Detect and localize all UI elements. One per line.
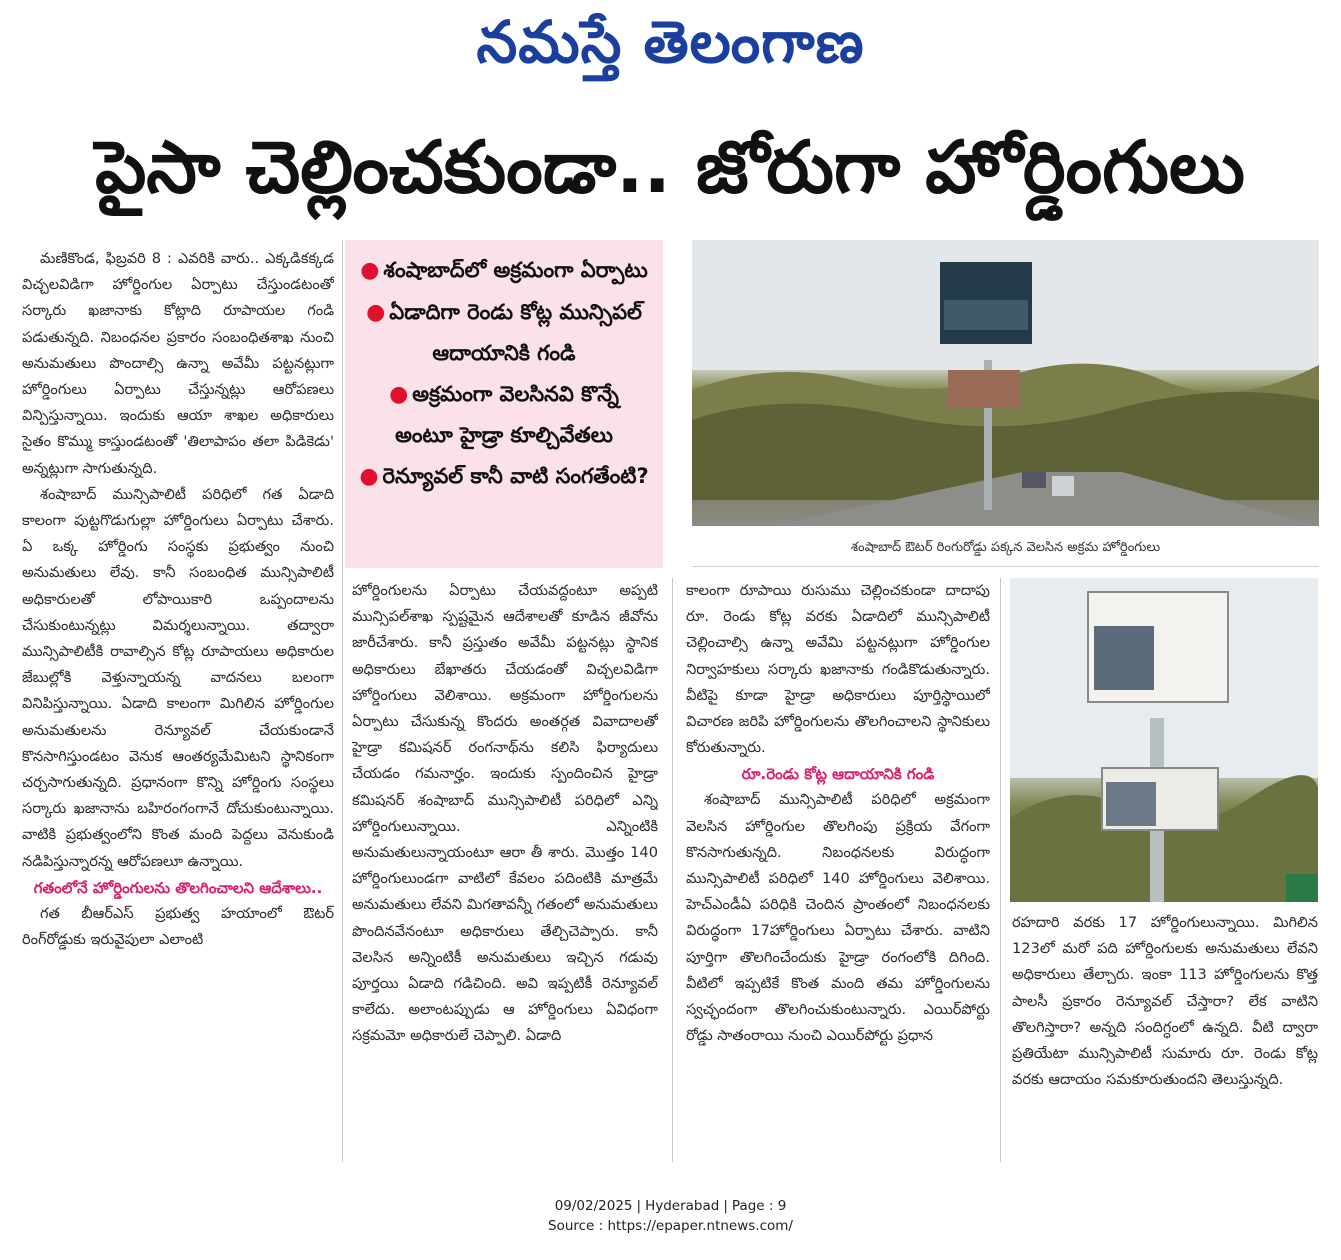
photo-caption: శంషాబాద్ ఔటర్ రింగురోడ్డు పక్కన వెలసిన అక్రమ హోర్డింగులు (692, 530, 1319, 567)
billboard-photo-road (692, 240, 1319, 526)
paragraph: మణికొండ, ఫిబ్రవరి 8 : ఎవరికి వారు.. ఎక్కడికక్కడ విచ్చలవిడిగా హోర్డింగుల ఏర్పాటు చేస్తుండటంతో సర్కారు ఖజానాకు కోట్లాది రూపాయల గండి పడుతున్నది. నిబంధనల ప్రకారం సంబంధితశాఖ నుంచి అనుమతులు పొందాల్సి ఉన్నా అవేమీ పట్టనట్లుగా హోర్డింగులు ఏర్పాటు చేస్తున్నట్లు ఆరోపణలు విన్పిస్తున్నాయి. ఇందుకు ఆయా శాఖల అధికారులు సైతం కొమ్ము కాస్తుండటంతో 'తిలాపాపం తలా పిడికెడు' అన్నట్లుగా సాగుతున్నది. (22, 250, 334, 477)
subheading: గతంలోనే హోర్డింగులను తొలగించాలని ఆదేశాలు.. (33, 878, 323, 897)
bullet-icon: ● (366, 299, 386, 325)
highlight-item: ● శంషాబాద్‌లో అక్రమంగా ఏర్పాటు (360, 258, 648, 283)
bullet-icon: ● (389, 381, 409, 407)
paragraph: రహదారి వరకు 17 హోర్డింగులున్నాయి. మిగిలిన 123లో మరో పది హోర్డింగులకు అనుమతులు లేవని అధికారులు తేల్చారు. ఇంకా 113 హోర్డింగులను కొత్త పాలసీ ప్రకారం రెన్యూవల్ చేస్తారా? లేక వాటిని తొలగిస్తారా? అన్నది సందిగ్ధంలో ఉన్నది. వీటి ద్వారా ప్రతియేటా మున్సిపాలిటీ సుమారు రూ. రెండు కోట్ల వరకు ఆదాయం సమకూరుతుందని తెలుస్తున్నది. (1012, 914, 1318, 1089)
bullet-icon: ● (359, 463, 379, 489)
footer-meta: 09/02/2025 | Hyderabad | Page : 9 (554, 1198, 787, 1214)
highlight-item: ● రెన్యూవల్ కానీ వాటి సంగతేంటి? (359, 463, 649, 489)
article-column-1 (22, 246, 334, 1162)
column-divider (1000, 578, 1001, 1162)
bullet-icon: ● (360, 258, 380, 283)
article-headline: పైసా చెల్లించకుండా.. జోరుగా హోర్డింగులు (95, 125, 1245, 209)
paragraph: గత బీఆర్ఎస్ ప్రభుత్వ హయాంలో ఔటర్ రింగ్‌రోడ్డుకు ఇరువైపులా ఎలాంటి (22, 904, 334, 949)
footer-source: Source : https://epaper.ntnews.com/ (548, 1218, 793, 1234)
paragraph: శంషాబాద్ మున్సిపాలిటీ పరిధిలో గత ఏడాది కాలంగా పుట్టగొడుగుల్లా హోర్డింగులు ఏర్పాటు చేశారు. ఏ ఒక్క హోర్డింగు సంస్థకు ప్రభుత్వం నుంచి అనుమతులు లేవు. కానీ సంబంధిత మున్సిపాలిటీ అధికారులతో లోపాయికారి ఒప్పందాలను చేసుకుంటున్నట్లు విమర్శలున్నాయి. తద్వారా మున్సిపాలిటీకి రావాల్సిన కోట్ల రూపాయలు అధికారుల జేబుల్లోకి వెళ్తున్నాయన్న వాదనలు బలంగా వినిపిస్తున్నాయి. ఏడాది కాలంగా మిగిలిన హోర్డింగుల అనుమతులను రెన్యూవల్ చేయకుండానే కొనసాగిస్తుండటం వెనుక ఆంతర్యమేమిటని స్థానికంగా చర్చసాగుతున్నది. ప్రధానంగా కొన్ని హోర్డింగు సంస్థలు సర్కారు ఖజానాను బహిరంగంగానే దోచుకుంటున్నాయి. వాటికి ప్రభుత్వంలోని కొంత మంది పెద్దలు వెనుకుండి నడిపిస్తున్నారన్న ఆరోపణలూ ఉన్నాయి. (22, 485, 334, 870)
photo-illustration (1010, 578, 1318, 902)
billboard-photo-tower (1010, 578, 1318, 902)
subheading: రూ.రెండు కోట్ల ఆదాయానికి గండి (741, 765, 935, 784)
footer-date: 09/02/2025 (554, 1198, 633, 1214)
footer-page: Page : 9 (731, 1198, 787, 1214)
highlight-item: ● అక్రమంగా వెలసినవి కొన్నే అంటూ హైడ్రా కూల్చివేతలు (389, 381, 619, 448)
page-footer (0, 1196, 1341, 1246)
paragraph: కాలంగా రూపాయి రుసుము చెల్లించకుండా దాదాపు రూ. రెండు కోట్ల వరకు ఏడాదిలో మున్సిపాలిటీ చెల్లించాల్సి ఉన్నా అవేమి పట్టనట్లుగా హోర్డింగుల నిర్వాహకులు సర్కారు ఖజానాకు గండికొడుతున్నారు. వీటిపై కూడా హైడ్రా అధికారులు పూర్తిస్థాయిలో విచారణ జరిపి హోర్డింగులను తొలగించాలని స్థానికులు కోరుతున్నారు. (686, 582, 990, 757)
column-divider (342, 240, 343, 1162)
highlight-item: ● ఏడాదిగా రెండు కోట్ల మున్సిపల్ ఆదాయానికి గండి (366, 299, 642, 366)
paragraph: హోర్డింగులను ఏర్పాటు చేయవద్దంటూ అప్పటి మున్సిపల్‌శాఖ స్పష్టమైన ఆదేశాలతో కూడిన జీవోను జారీచేశారు. కానీ ప్రస్తుతం అవేమీ పట్టనట్లు స్థానిక అధికారులు బేఖాతరు చేయడంతో విచ్చలవిడిగా హోర్డింగులు వెలిశాయి. అక్రమంగా హోర్డింగులను ఏర్పాటు చేసుకున్న కొందరు అంతర్గత వివాదాలతో హైడ్రా కమిషనర్ రంగనాథ్‌ను కలిసి ఫిర్యాదులు చేయడం గమనార్హం. ఇందుకు స్పందించిన హైడ్రా కమిషనర్ శంషాబాద్ మున్సిపాలిటీ పరిధిలో ఎన్ని హోర్డింగులున్నాయి. ఎన్నింటికి అనుమతులున్నాయంటూ ఆరా తీ శారు. మొత్తం 140 హోర్డింగులుండగా వాటిలో కేవలం పదింటికి మాత్రమే అనుమతులు లేవని మిగతావన్నీ గతంలో అనుమతులు పొందినవేనంటూ అధికారులు తేల్చిచెప్పారు. కానీ వెలసిన అన్నింటికీ అనుమతులు ఇచ్చిన గడువు పూర్తయి ఏడాది గడిచింది. అవి ఇప్పటికీ రెన్యూవల్ కాలేదు. అలాంటప్పుడు ఆ హోర్డింగులు ఏవిధంగా సక్రమమో అధికారులే చెప్పాలి. ఏడాది (352, 582, 658, 1045)
article-column-4 (1012, 910, 1318, 1162)
footer-city: Hyderabad (645, 1198, 720, 1214)
photo-illustration (692, 240, 1319, 526)
newspaper-logo: నమస్తే తెలంగాణ (476, 8, 865, 76)
highlights-box (345, 240, 663, 568)
article-column-3 (686, 578, 990, 1162)
article-column-2 (352, 578, 658, 1162)
paragraph: శంషాబాద్ మున్సిపాలిటీ పరిధిలో అక్రమంగా వెలసిన హోర్డింగుల తొలగింపు ప్రక్రియ వేగంగా కొనసాగుతున్నది. నిబంధనలకు విరుద్ధంగా మున్సిపాలిటీ పరిధిలో 140 హోర్డింగులు వెలిశాయి. హెచ్ఎండీఏ పరిధికి చెందిన ప్రాంతంలో నిబంధనలకు విరుద్ధంగా 17హోర్డింగులు ఏర్పాటు చేశారు. వాటిని పూర్తిగా తొలగించేందుకు హైడ్రా రంగంలోకి దిగింది. వీటిలో ఇప్పటికే కొంత మంది తమ హోర్డింగులను స్వచ్ఛందంగా తొలగించుకుంటున్నారు. ఎయిర్‌పోర్టు రోడ్డు సాతంరాయి నుంచి ఎయిర్‌పోర్టు ప్రధాన (686, 791, 990, 1045)
masthead (0, 0, 1341, 84)
column-divider (672, 578, 673, 1162)
